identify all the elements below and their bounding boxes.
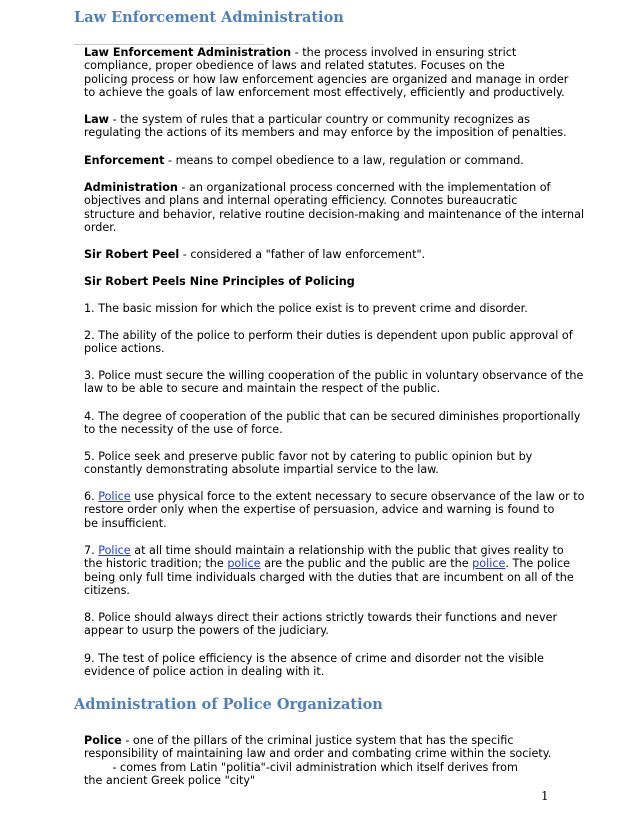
principle-line: 9. The test of police efficiency is the absence of crime and disorder not the visible xyxy=(84,652,544,665)
definition-law xyxy=(84,113,614,140)
peel-line: - considered a "father of law enforcement". xyxy=(179,248,426,261)
page-number: 1 xyxy=(541,789,549,803)
police-line: - comes from Latin "politia"-civil administration which itself derives from xyxy=(84,760,518,774)
principles-title: Sir Robert Peels Nine Principles of Policing xyxy=(84,275,355,288)
heading-law-enforcement-administration: Law Enforcement Administration xyxy=(74,9,344,26)
principle-8 xyxy=(84,611,614,638)
police-link[interactable]: Police xyxy=(98,490,131,503)
principle-line: be insufficient. xyxy=(84,516,167,530)
police-link[interactable]: police xyxy=(227,557,261,571)
principle-2 xyxy=(84,329,614,356)
principle-line: 8. Police should always direct their actions strictly towards their functions and never xyxy=(84,611,558,624)
principle-text: the historic tradition; the xyxy=(84,557,228,571)
police-line: - one of the pillars of the criminal justice system that has the specific xyxy=(121,734,514,747)
principle-1 xyxy=(84,302,614,315)
lea-line: - the process involved in ensuring strict xyxy=(291,46,517,59)
principle-line: 5. Police seek and preserve public favor not by catering to public opinion but by xyxy=(84,450,533,463)
principle-line: evidence of police action in dealing with it. xyxy=(84,665,325,679)
administration-line: - an organizational process concerned with the implementation of xyxy=(177,181,551,194)
heading-underline xyxy=(74,44,264,45)
principle-line: being only full time individuals charged with the duties that are incumbent on all of the xyxy=(84,570,574,584)
principle-line: constantly demonstrating absolute impartial service to the law. xyxy=(84,463,439,477)
law-line: regulating the actions of its members and may enforce by the imposition of penalties. xyxy=(84,126,567,140)
lea-line: compliance, proper obedience of laws and related statutes. Focuses on the xyxy=(84,59,505,73)
principle-line: 3. Police must secure the willing cooperation of the public in voluntary observance of the xyxy=(84,369,584,382)
definition-administration xyxy=(84,181,614,235)
term-enforcement: Enforcement xyxy=(84,154,165,167)
principle-text: . The police xyxy=(505,557,571,571)
principle-6 xyxy=(84,490,614,530)
principle-number: 6. xyxy=(84,490,99,503)
definition-enforcement xyxy=(84,154,614,167)
heading-administration-of-police-organization: Administration of Police Organization xyxy=(74,696,383,713)
law-line: - the system of rules that a particular country or community recognizes as xyxy=(109,113,530,126)
principle-text: are the public and the public are the xyxy=(260,557,473,571)
police-line: responsibility of maintaining law and order and combating crime within the society. xyxy=(84,747,552,761)
principle-7 xyxy=(84,544,614,598)
lea-line: to achieve the goals of law enforcement most effectively, efficiently and productively. xyxy=(84,86,565,100)
principle-line: citizens. xyxy=(84,584,130,598)
administration-line: objectives and plans and internal operating efficiency. Connotes bureaucratic xyxy=(84,194,518,208)
definition-law-enforcement-administration xyxy=(84,46,614,100)
term-peel: Sir Robert Peel xyxy=(84,248,180,261)
term-administration: Administration xyxy=(84,181,178,194)
principle-line: to the necessity of the use of force. xyxy=(84,423,283,437)
term-lea: Law Enforcement Administration xyxy=(84,46,292,59)
administration-line: structure and behavior, relative routine decision-making and maintenance of the internal xyxy=(84,207,585,221)
police-link[interactable]: police xyxy=(472,557,506,571)
principle-text: at all time should maintain a relationship with the public that gives reality to xyxy=(130,544,564,557)
administration-line: order. xyxy=(84,221,117,235)
term-law: Law xyxy=(84,113,110,126)
principle-line: police actions. xyxy=(84,342,165,356)
principle-line: 2. The ability of the police to perform their duties is dependent upon public approval of xyxy=(84,329,573,342)
lea-line: policing process or how law enforcement agencies are organized and manage in order xyxy=(84,72,569,86)
principle-line: appear to usurp the powers of the judiciary. xyxy=(84,624,329,638)
principle-text: use physical force to the extent necessary to secure observance of the law or to xyxy=(130,490,585,503)
principle-4 xyxy=(84,410,614,437)
principle-number: 7. xyxy=(84,544,99,557)
principle-line: 1. The basic mission for which the police exist is to prevent crime and disorder. xyxy=(84,302,528,315)
principle-9 xyxy=(84,652,614,679)
principle-3 xyxy=(84,369,614,396)
term-police: Police xyxy=(84,734,122,747)
police-link[interactable]: Police xyxy=(98,544,131,557)
principle-5 xyxy=(84,450,614,477)
principle-line: law to be able to secure and maintain the respect of the public. xyxy=(84,382,441,396)
principle-line: restore order only when the expertise of persuasion, advice and warning is found to xyxy=(84,503,555,517)
principle-line: 4. The degree of cooperation of the public that can be secured diminishes proportionally xyxy=(84,410,581,423)
definition-sir-robert-peel xyxy=(84,248,614,261)
police-line: the ancient Greek police "city" xyxy=(84,774,256,788)
definition-police xyxy=(84,734,614,788)
enforcement-line: - means to compel obedience to a law, regulation or command. xyxy=(164,154,524,167)
